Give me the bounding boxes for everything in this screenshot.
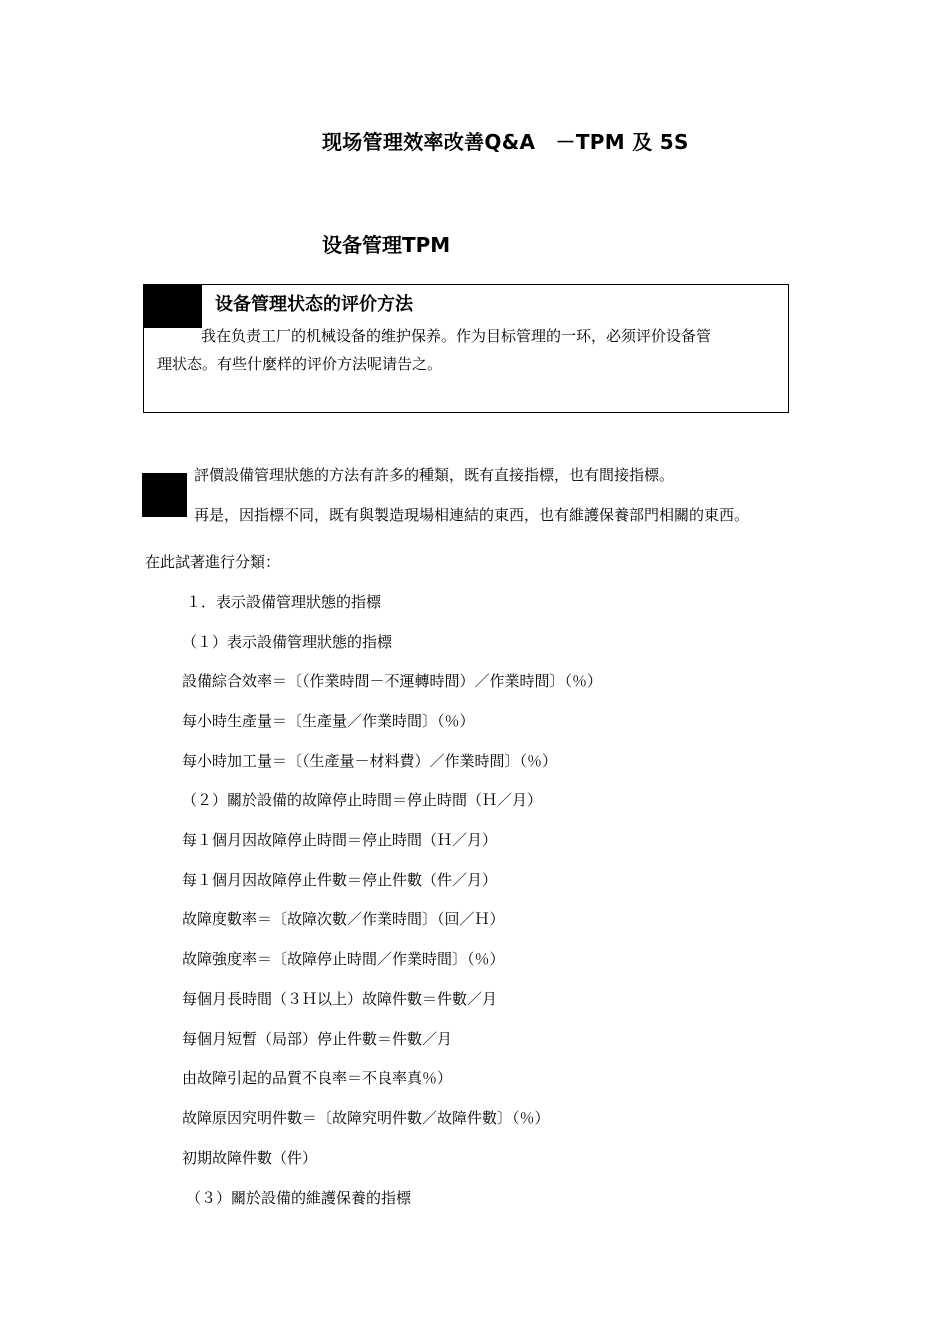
list-item: 每小時加工量＝〔（生產量－材料費）／作業時間〕（％） [182,752,558,770]
list-item: 由故障引起的品質不良率＝不良率真％） [182,1069,453,1087]
list-item: 故障強度率＝〔故障停止時間／作業時間〕（％） [182,950,505,968]
list-item: 每個月短暫（局部）停止件數＝件數／月 [182,1030,453,1048]
list-item: 初期故障件數（件） [182,1149,318,1167]
list-item: （１）表示設備管理狀態的指標 [182,633,393,651]
question-heading: 设备管理状态的评价方法 [215,294,413,315]
list-item: １．表示設備管理狀態的指標 [186,593,382,611]
list-item: （２）關於設備的故障停止時間＝停止時間（Ｈ／月） [182,791,543,809]
list-item: 每個月長時間（３Ｈ以上）故障件數＝件數／月 [182,990,498,1008]
answer-line-2: 再是，因指標不同，既有與製造現場相連結的東西，也有維護保養部門相關的東西。 [194,506,750,524]
list-item: 每１個月因故障停止時間＝停止時間（Ｈ／月） [182,831,498,849]
document-title: 现场管理效率改善Q&A －TPM 及 5S [322,130,689,154]
classification-intro: 在此試著進行分類： [145,553,281,571]
list-item: 故障度數率＝〔故障次數／作業時間〕（回／Ｈ） [182,910,505,928]
list-item: 每小時生產量＝〔生產量／作業時間〕（％） [182,712,475,730]
list-item: 每１個月因故障停止件數＝停止件數（件／月） [182,871,498,889]
answer-marker [142,473,187,517]
list-item: 設備綜合效率＝〔（作業時間－不運轉時間）／作業時間〕（％） [182,672,603,690]
section-title: 设备管理TPM [322,233,451,257]
question-line-1: 我在负责工厂的机械设备的维护保养。作为目标管理的一环，必须评价设备管 [201,327,712,345]
list-item: （３）關於設備的維護保養的指標 [186,1189,412,1207]
answer-line-1: 評價設備管理狀態的方法有許多的種類，既有直接指標，也有間接指標。 [194,466,675,484]
question-marker [143,284,202,328]
question-line-2: 理状态。有些什麼样的评价方法呢请告之。 [157,355,443,373]
list-item: 故障原因究明件數＝〔故障究明件數／故障件數〕（％） [182,1109,550,1127]
